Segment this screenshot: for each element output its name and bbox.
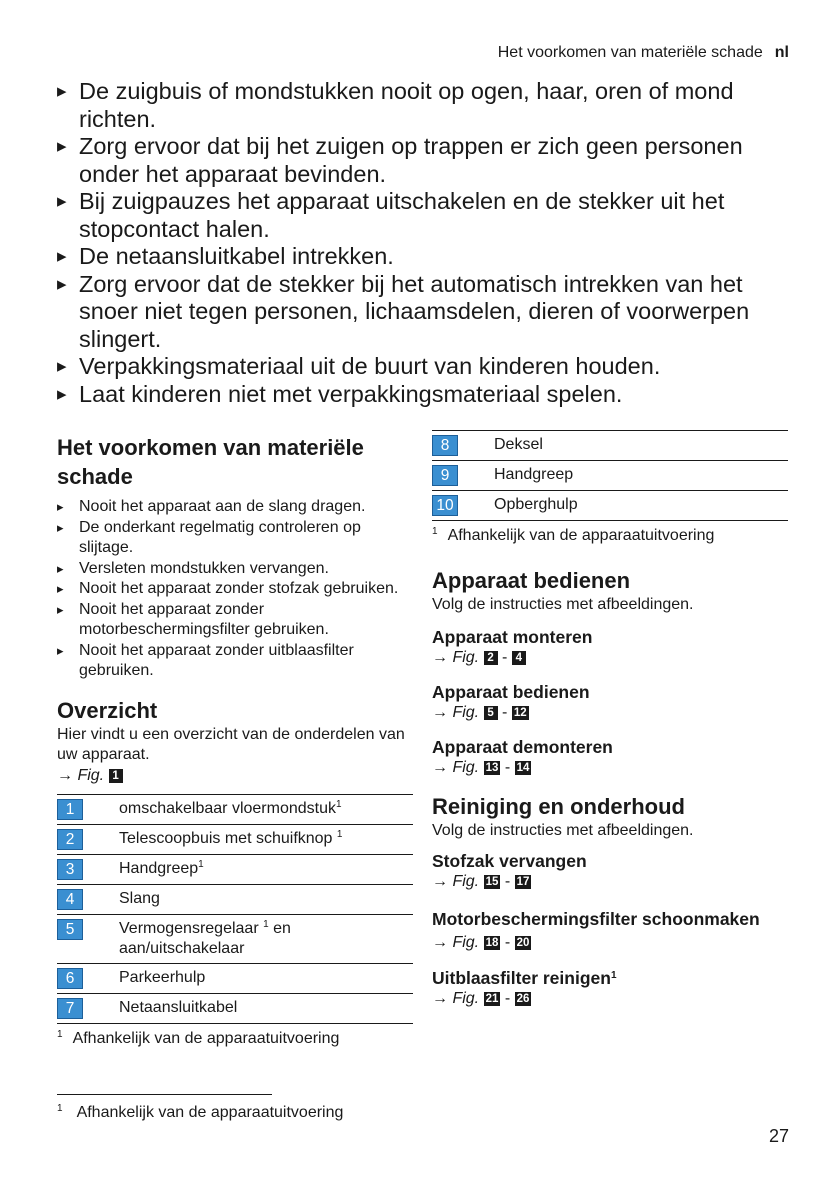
fig-label: Fig.: [452, 648, 480, 666]
part-label: omschakelbaar vloermondstuk: [119, 799, 336, 817]
arrow-icon: →: [432, 990, 448, 1007]
operate-step-title: Apparaat demonteren: [432, 736, 613, 757]
part-label: Deksel: [494, 436, 543, 453]
figure-number: 1: [109, 769, 123, 783]
figure-number: 12: [513, 706, 527, 719]
figure-number: 14: [516, 761, 530, 774]
figure-number: 17: [516, 876, 530, 888]
step-title-text: Uitblaasfilter reinigen: [432, 968, 611, 988]
table-row: [57, 794, 413, 824]
footnote-text: Afhankelijk van de apparaatuitvoering: [72, 1029, 340, 1047]
range-dash: -: [504, 873, 511, 890]
list-item: ▸ Laat kinderen niet met verpakkingsmateriaal spelen.: [57, 381, 792, 409]
footnote-divider: [57, 1094, 272, 1095]
list-item: ▸ Bij zuigpauzes het apparaat uitschakelen en de stekker uit het stopcontact halen.: [57, 188, 792, 243]
list-item: ▸ De netaansluitkabel intrekken.: [57, 243, 792, 271]
overview-heading: Overzicht: [57, 697, 158, 723]
parts-table: [57, 794, 413, 1024]
footnote-marker: 1: [57, 1103, 63, 1114]
figure-reference: [432, 933, 788, 953]
figure-reference: [432, 989, 788, 1009]
operate-step-title: Apparaat bedienen: [432, 681, 590, 702]
footnote-marker: 1: [336, 828, 343, 840]
damage-heading: Het voorkomen van materiële schade: [57, 435, 364, 489]
maintenance-text: Volg de instructies met afbeeldingen.: [432, 821, 694, 839]
part-number: 7: [57, 998, 83, 1019]
figure-reference: [432, 703, 788, 723]
running-header: [498, 44, 789, 62]
list-item: ▸ De onderkant regelmatig controleren op slijtage.: [57, 518, 413, 559]
figure-number: 26: [516, 993, 530, 1005]
part-label: Handgreep: [119, 859, 199, 877]
part-label: Netaansluitkabel: [119, 998, 238, 1016]
range-dash: -: [504, 758, 511, 776]
part-label: Slang: [119, 889, 160, 907]
range-dash: -: [502, 648, 508, 666]
part-number: 5: [57, 919, 83, 940]
operate-step-title: Apparaat monteren: [432, 626, 593, 647]
language-code: nl: [774, 44, 789, 61]
maintenance-step-title: [432, 967, 788, 989]
table-footnote: [432, 526, 788, 546]
arrow-icon: →: [57, 766, 73, 784]
part-label: Handgreep: [494, 466, 574, 483]
fig-label: Fig.: [452, 934, 480, 951]
figure-number: 20: [516, 937, 530, 949]
fig-label: Fig.: [452, 703, 480, 721]
figure-reference: [432, 758, 788, 778]
list-item: ▸ Zorg ervoor dat bij het zuigen op trappen er zich geen personen onder het apparaat bevinden.: [57, 133, 792, 188]
maintenance-heading: Reiniging en onderhoud: [432, 793, 685, 819]
footnote-marker: 1: [198, 858, 204, 870]
table-row: [57, 993, 413, 1023]
figure-number: 21: [485, 993, 499, 1005]
table-row: [432, 461, 788, 491]
part-number: 9: [432, 465, 458, 486]
figure-number: 13: [485, 761, 499, 774]
table-row: [57, 824, 413, 854]
part-label-continued: en aan/uitschakelaar: [119, 919, 291, 957]
figure-reference: [432, 872, 788, 892]
range-dash: -: [504, 934, 511, 951]
arrow-icon: →: [432, 648, 448, 666]
table-row: [57, 963, 413, 993]
range-dash: -: [502, 703, 508, 721]
part-number: 4: [57, 889, 83, 910]
figure-number: 15: [485, 876, 499, 888]
list-item: ▸ Nooit het apparaat zonder uitblaasfilter gebruiken.: [57, 641, 413, 682]
operate-text: Volg de instructies met afbeeldingen.: [432, 596, 694, 613]
range-dash: -: [504, 990, 511, 1007]
part-label: Telescoopbuis met schuifknop: [119, 829, 337, 847]
figure-number: 18: [485, 937, 499, 949]
footnote-marker: 1: [263, 918, 269, 930]
safety-bullet-list: [57, 78, 792, 408]
list-item: ▸ De zuigbuis of mondstukken nooit op ogen, haar, oren of mond richten.: [57, 78, 792, 133]
part-number: 8: [432, 435, 458, 456]
list-item: ▸ Nooit het apparaat zonder stofzak gebruiken.: [57, 579, 413, 600]
list-item: ▸ Versleten mondstukken vervangen.: [57, 559, 413, 580]
list-item: ▸ Verpakkingsmateriaal uit de buurt van kinderen houden.: [57, 353, 792, 381]
part-number: 3: [57, 859, 83, 880]
footnote-marker: 1: [432, 526, 438, 537]
arrow-icon: →: [432, 703, 448, 721]
left-column: [57, 430, 413, 1049]
list-item: ▸ Nooit het apparaat zonder motorbeschermingsfilter gebruiken.: [57, 600, 413, 641]
operate-heading: Apparaat bedienen: [432, 568, 631, 593]
fig-label: Fig.: [452, 873, 480, 890]
footnote-marker: 1: [336, 798, 342, 810]
table-row: [432, 491, 788, 521]
arrow-icon: →: [432, 873, 448, 890]
maintenance-step-title: Motorbeschermingsfilter schoonmaken: [432, 909, 760, 929]
part-number: 10: [432, 495, 458, 516]
parts-table-continued: [432, 430, 788, 521]
footnote-marker: 1: [57, 1028, 63, 1040]
fig-label: Fig.: [452, 758, 480, 776]
fig-label: Fig.: [452, 990, 480, 1007]
list-item: ▸ Nooit het apparaat aan de slang dragen.: [57, 497, 413, 518]
table-row: [57, 914, 413, 963]
arrow-icon: →: [432, 758, 448, 776]
header-title: Het voorkomen van materiële schade: [497, 44, 763, 61]
part-number: 1: [57, 799, 83, 820]
table-footnote: [57, 1029, 413, 1049]
page-footnote: [57, 1104, 343, 1122]
table-row: [57, 854, 413, 884]
arrow-icon: →: [432, 934, 448, 951]
footnote-text: Afhankelijk van de apparaatuitvoering: [76, 1104, 344, 1121]
part-label: Opberghulp: [494, 496, 578, 513]
part-label: Parkeerhulp: [119, 968, 206, 986]
part-label: Vermogensregelaar: [119, 919, 264, 937]
part-number: 6: [57, 968, 83, 989]
fig-label: Fig.: [77, 766, 105, 784]
page-number: 27: [768, 1126, 789, 1146]
part-number: 2: [57, 829, 83, 850]
table-row: [432, 431, 788, 461]
right-column: [432, 430, 788, 1009]
figure-number: 2: [484, 651, 498, 665]
footnote-marker: 1: [610, 970, 617, 981]
table-row: [57, 884, 413, 914]
figure-number: 5: [484, 706, 498, 720]
overview-text: Hier vindt u een overzicht van de onderdelen van uw apparaat.: [57, 725, 405, 763]
figure-number: 4: [512, 651, 526, 665]
list-item: ▸ Zorg ervoor dat de stekker bij het automatisch intrekken van het snoer niet tegen personen, lichaamsdelen, dieren of voorwerpen slingert.: [57, 271, 792, 354]
maintenance-step-title: Stofzak vervangen: [432, 851, 587, 871]
damage-bullet-list: [57, 497, 413, 682]
footnote-text: Afhankelijk van de apparaatuitvoering: [447, 527, 715, 544]
figure-reference: [432, 648, 788, 668]
figure-reference: [57, 766, 413, 786]
